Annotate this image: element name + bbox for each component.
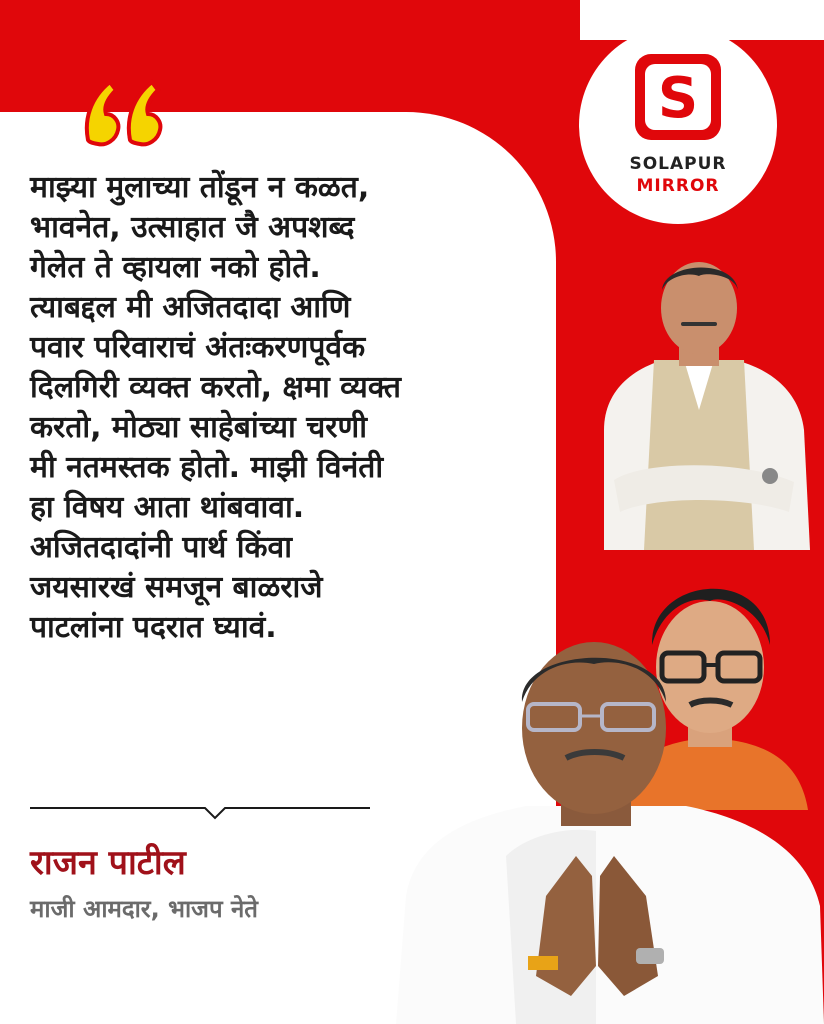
- quote-line: हा विषय आता थांबवावा.: [30, 490, 305, 525]
- quote-line: दिलगिरी व्यक्त करतो, क्षमा व्यक्त: [30, 370, 401, 405]
- quote-line: पवार परिवाराचं अंतःकरणपूर्वक: [30, 330, 366, 365]
- logo-text-solapur: SOLAPUR: [629, 154, 727, 174]
- quote-mark-icon: [80, 70, 170, 150]
- solapur-mirror-logo: [583, 30, 773, 220]
- divider-line: [30, 805, 370, 825]
- quote-line: अजितदादांनी पार्थ किंवा: [30, 530, 292, 565]
- quote-line: जयसारखं समजून बाळराजे: [30, 570, 323, 605]
- logo-mark-inner: [645, 64, 711, 130]
- rajan-patil-photo: [396, 636, 824, 1024]
- logo-text-mirror: MIRROR: [636, 176, 720, 196]
- quote-line: त्याबद्दल मी अजितदादा आणि: [30, 290, 351, 325]
- speaker-name: राजन पाटील: [30, 843, 186, 883]
- politician-photo-top: [584, 250, 814, 550]
- quote-line: गेलेत ते व्हायला नको होते.: [30, 250, 321, 285]
- quote-text: [30, 168, 550, 648]
- quote-line: करतो, मोठ्या साहेबांच्या चरणी: [30, 410, 367, 445]
- quote-line: माझ्या मुलाच्या तोंडून न कळत,: [30, 170, 370, 205]
- quote-line: पाटलांना पदरात घ्यावं.: [30, 610, 277, 645]
- logo-mark: [635, 54, 721, 140]
- speaker-title: माजी आमदार, भाजप नेते: [30, 895, 258, 923]
- logo-letter: S: [657, 66, 699, 131]
- quote-line: भावनेत, उत्साहात जै अपशब्द: [30, 210, 355, 245]
- quote-line: मी नतमस्तक होतो. माझी विनंती: [30, 450, 384, 485]
